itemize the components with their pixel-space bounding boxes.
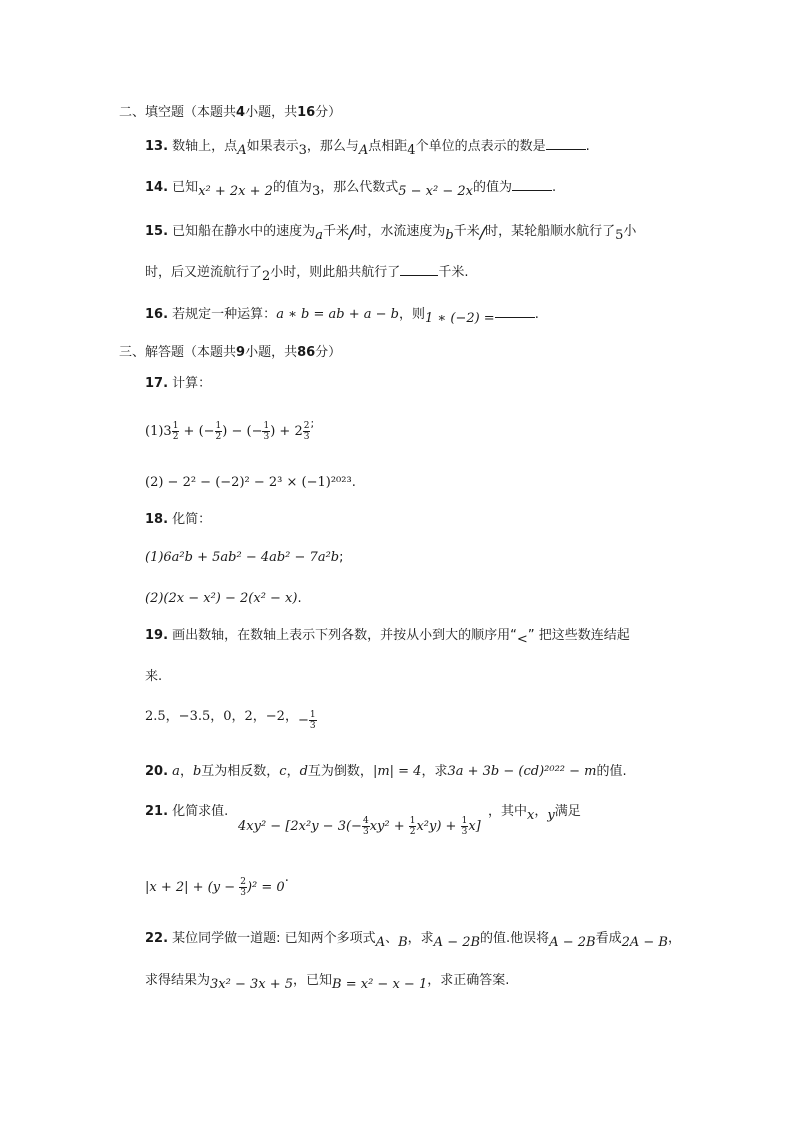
question-13: 13. 数轴上，点A如果表示3，那么与A点相距4个单位的点表示的数是 . xyxy=(145,139,590,158)
question-19-numbers: 2.5，−3.5，0，2，−2，− $\frac{1}{3}$ xyxy=(145,709,316,731)
slash-symbol: / xyxy=(348,223,355,242)
question-17-part2: (2) − 2² − (−2)² − 2³ × (−1)²⁰²³. xyxy=(145,475,356,490)
question-22-line2: 求得结果为3x² − 3x + 5，已知B = x² − x − 1，求正确答案. xyxy=(145,973,510,992)
question-19-line2: 来. xyxy=(145,669,163,684)
question-15: 15. 已知船在静水中的速度为a千米/时，水流速度为b千米/时，某轮船顺水航行了5小 xyxy=(145,223,637,243)
question-21-expression: 4xy² − [2x²y − 3(− $\frac{4}{3}$ xy² + $\frac{1}{2}$ x²y) + $\frac{1}{3}$ x] xyxy=(238,816,481,837)
answer-blank[interactable] xyxy=(400,263,438,276)
question-15-line2: 时，后又逆流航行了2小时，则此船共航行了 千米. xyxy=(145,265,469,284)
section3-title: 三、解答题（本题共9小题，共86分） xyxy=(119,345,342,360)
question-21-constraint: |x + 2| + (y − $\frac{2}{3}$ )² = 0. xyxy=(145,870,289,898)
question-18-part2: (2)(2x − x²) − 2(x² − x). xyxy=(145,591,302,606)
question-14: 14. 已知x² + 2x + 2的值为3，那么代数式5 − x² − 2x的值为 . xyxy=(145,180,557,199)
section2-title: 二、填空题（本题共4小题，共16分） xyxy=(119,105,342,120)
answer-blank[interactable] xyxy=(546,137,586,150)
question-18-part1: (1)6a²b + 5ab² − 4ab² − 7a²b; xyxy=(145,550,344,565)
question-22: 22. 某位同学做一道题: 已知两个多项式A、B，求A − 2B的值.他误将A − 2B看成2A − B， xyxy=(145,931,681,950)
question-21-condition: ，其中x，y满足 xyxy=(488,804,581,823)
question-17: 17. 计算： xyxy=(145,376,212,391)
answer-blank[interactable] xyxy=(495,305,535,318)
question-16: 16. 若规定一种运算：a ∗ b = ab + a − b，则1 ∗ (−2) = . xyxy=(145,307,539,326)
question-19: 19. 画出数轴，在数轴上表示下列各数，并按从小到大的顺序用“<” 把这些数连结起 xyxy=(145,628,630,647)
question-18: 18. 化简： xyxy=(145,512,212,527)
slash-symbol: / xyxy=(479,223,486,242)
answer-blank[interactable] xyxy=(512,178,552,191)
question-21: 21. 化简求值. xyxy=(145,804,229,819)
question-17-part1: (1)3 $\frac{1}{2}$ + (− $\frac{1}{2}$ ) − (− $\frac{1}{3}$ ) + 2 $\frac{2}{3}$ ; xyxy=(145,417,315,442)
question-20: 20. a，b互为相反数，c，d互为倒数，|m| = 4，求3a + 3b − (cd)²⁰²² − m的值. xyxy=(145,764,627,779)
